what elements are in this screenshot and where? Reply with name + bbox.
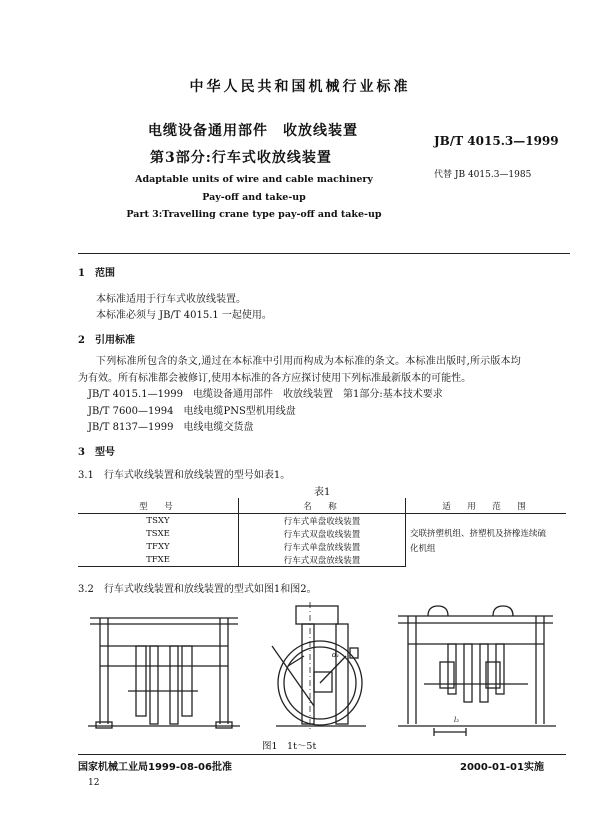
section-3-1: 3.1 行车式收线装置和放线装置的型号如表1。 bbox=[78, 470, 291, 481]
reference-item: JB/T 4015.1—1999 电缆设备通用部件 收放线装置 第1部分:基本技术要求 bbox=[88, 389, 443, 400]
section-1-para1: 本标准适用于行车式收放线装置。 bbox=[96, 294, 246, 305]
reference-item: JB/T 7600—1994 电线电缆PNS型机用线盘 bbox=[88, 406, 296, 417]
side-view-center bbox=[272, 602, 366, 732]
table-cell-name: 行车式双盘收线装置 bbox=[239, 527, 406, 540]
table-header-model: 型 号 bbox=[78, 498, 239, 514]
english-title-line2: Pay-off and take-up bbox=[202, 192, 306, 203]
table-cell-model: TSXE bbox=[146, 528, 170, 539]
section-1-title: 1 范围 bbox=[78, 268, 115, 279]
english-title-line1: Adaptable units of wire and cable machinery bbox=[135, 174, 373, 185]
table-cell-model: TFXE bbox=[78, 553, 239, 567]
figure-1-drawings bbox=[88, 596, 568, 736]
table-cell-model: TSXY bbox=[146, 515, 170, 526]
table-caption: 表1 bbox=[314, 487, 331, 498]
front-view-right bbox=[398, 606, 556, 736]
table-header-row bbox=[78, 498, 566, 514]
section-1-para2: 本标准必须与 JB/T 4015.1 一起使用。 bbox=[96, 310, 272, 321]
table-cell-name: 行车式单盘放线装置 bbox=[239, 540, 406, 553]
page-number: 12 bbox=[88, 778, 100, 788]
replaces-note: 代替 JB 4015.3—1985 bbox=[434, 170, 532, 180]
document-title-line1: 电缆设备通用部件 收放线装置 bbox=[148, 123, 358, 139]
header-rule bbox=[78, 253, 570, 254]
front-view-left bbox=[88, 618, 240, 728]
section-3-title: 3 型号 bbox=[78, 447, 115, 458]
scope-line1: 交联挤塑机组、挤塑机及挤橡连续硫 bbox=[410, 528, 547, 539]
footer-rule bbox=[78, 754, 566, 755]
section-2-para2: 为有效。所有标准都会被修订,使用本标准的各方应探讨使用下列标准最新版本的可能性。 bbox=[78, 373, 472, 384]
implementation-date: 2000-01-01实施 bbox=[460, 762, 544, 773]
document-header: 中华人民共和国机械行业标准 bbox=[189, 79, 411, 95]
table-cell-name: 行车式单盘收线装置 bbox=[239, 514, 406, 528]
standard-code: JB/T 4015.3—1999 bbox=[434, 134, 559, 148]
table-cell-name: 行车式双盘放线装置 bbox=[239, 553, 406, 567]
reference-item: JB/T 8137—1999 电线电缆交货盘 bbox=[88, 422, 254, 433]
figure-label-l2: l₂ bbox=[454, 716, 460, 724]
section-2-title: 2 引用标准 bbox=[78, 335, 135, 346]
table-row bbox=[78, 514, 566, 528]
figure-label-d1: d₁ bbox=[332, 651, 340, 659]
figure-caption: 图1 1t～5t bbox=[262, 741, 317, 752]
section-3-2: 3.2 行车式收线装置和放线装置的型式如图1和图2。 bbox=[78, 584, 317, 595]
section-2-para1: 下列标准所包含的条文,通过在本标准中引用而构成为本标准的条文。本标准出版时,所示版本均 bbox=[96, 356, 521, 367]
model-table bbox=[78, 498, 566, 567]
document-title-line2: 第3部分:行车式收放线装置 bbox=[150, 150, 332, 166]
table-header-scope: 适 用 范 围 bbox=[406, 498, 567, 514]
table-header-name: 名 称 bbox=[239, 498, 406, 514]
english-title-line3: Part 3:Travelling crane type pay-off and take-up bbox=[126, 209, 382, 220]
scope-line2: 化机组 bbox=[410, 543, 436, 554]
table-cell-model: TFXY bbox=[146, 541, 170, 552]
approval-date: 国家机械工业局1999-08-06批准 bbox=[78, 762, 232, 773]
table-cell-scope bbox=[406, 514, 567, 567]
